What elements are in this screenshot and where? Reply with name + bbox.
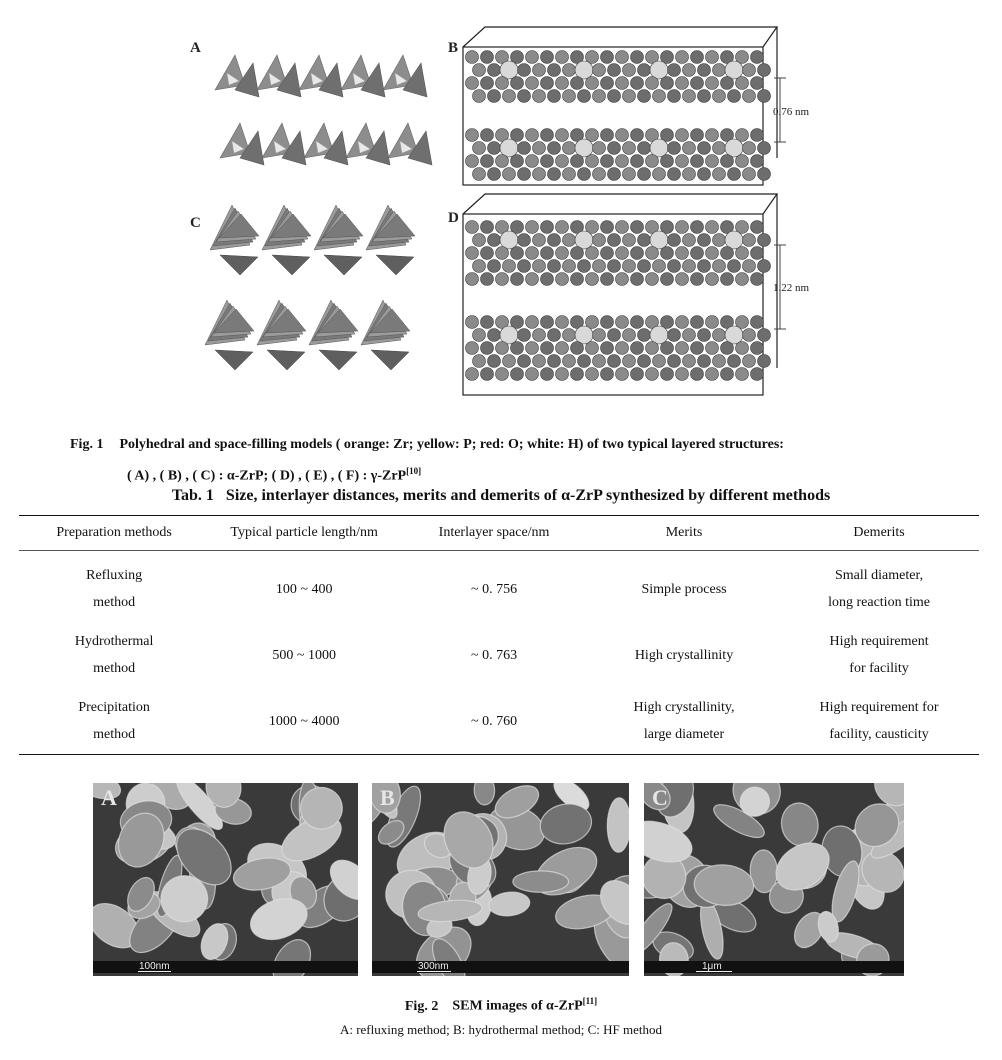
cell-method xyxy=(19,622,209,688)
cell-line: Simple process xyxy=(641,581,727,597)
methods-table xyxy=(19,515,979,755)
figure-1-label: Fig. 1 xyxy=(70,437,104,452)
figure-1 xyxy=(190,20,820,405)
panel-label-c: C xyxy=(190,215,201,231)
cell-length: 1000 ~ 4000 xyxy=(209,688,399,755)
sem-info-bar xyxy=(372,961,629,973)
table-row xyxy=(19,688,979,755)
cell-line: large diameter xyxy=(643,727,725,742)
table-1-caption xyxy=(0,487,1002,505)
cell-line: Hydrothermal xyxy=(74,634,154,649)
sem-info-bar xyxy=(93,961,358,973)
figure-2-caption xyxy=(0,996,1002,1015)
panel-label-a: A xyxy=(190,40,201,56)
column-header-merits: Merits xyxy=(589,516,779,551)
cell-length: 100 ~ 400 xyxy=(275,581,333,597)
cell-line: for facility xyxy=(849,661,909,676)
figure-2-label: Fig. 2 xyxy=(404,998,439,1014)
table-1-title: Size, interlayer distances, merits and demerits of α-ZrP synthesized by different methods xyxy=(225,487,831,504)
cell-demerits xyxy=(779,688,979,755)
cell-merits xyxy=(589,622,779,688)
cell-line: High requirement for xyxy=(819,700,939,715)
space-filling-model-d xyxy=(458,192,778,400)
table-1-label: Tab. 1 xyxy=(171,487,214,504)
sem-info-bar xyxy=(644,961,904,973)
cell-merits xyxy=(589,551,779,623)
figure-2-subcaption: A: refluxing method; B: hydrothermal method; C: HF method xyxy=(339,1022,663,1037)
figure-1-caption xyxy=(70,432,950,490)
figure-2-reference: [11] xyxy=(582,996,598,1006)
sem-panel-label: B xyxy=(380,785,395,810)
scale-label: 1μm xyxy=(702,961,722,972)
interlayer-distance-b: 0.76 nm xyxy=(773,106,810,118)
table-header-row xyxy=(19,516,979,551)
column-header-length: Typical particle length/nm xyxy=(209,516,399,551)
cell-line: long reaction time xyxy=(828,595,930,610)
sem-texture xyxy=(644,783,904,976)
cell-method xyxy=(19,688,209,755)
cell-space: ~ 0. 763 xyxy=(471,647,518,663)
sem-image-b xyxy=(372,783,629,976)
sem-panel-label: A xyxy=(101,785,117,810)
panel-label-b: B xyxy=(448,40,459,56)
polyhedral-model-a xyxy=(195,35,435,185)
cell-demerits xyxy=(779,551,979,623)
table-row xyxy=(19,622,979,688)
figure-1-caption-line2: ( A) , ( B) , ( C) : α-ZrP; ( D) , ( E) , ( F) : γ-ZrP xyxy=(127,468,407,484)
cell-line: Precipitation xyxy=(78,700,150,715)
cell-line: Refluxing xyxy=(86,568,143,583)
cell-line: High crystallinity xyxy=(634,647,734,663)
interlayer-distance-d: 1.22 nm xyxy=(773,282,810,294)
cell-line: facility, causticity xyxy=(829,727,929,742)
panel-label-d: D xyxy=(448,210,459,226)
cell-line: High crystallinity, xyxy=(633,700,735,715)
scale-label: 100nm xyxy=(139,961,170,972)
table-row xyxy=(19,551,979,623)
cell-space: ~ 0. 760 xyxy=(399,688,589,755)
sem-texture xyxy=(372,783,629,976)
cell-line: method xyxy=(93,661,136,676)
sem-texture xyxy=(93,783,358,976)
figure-1-caption-line1: Polyhedral and space-filling models ( orange: Zr; yellow: P; red: O; white: H) of two typical layered structures: xyxy=(119,437,784,452)
sem-image-c xyxy=(644,783,904,976)
cell-line: method xyxy=(93,727,136,742)
figure-2-title: SEM images of α-ZrP xyxy=(452,998,583,1014)
scale-label: 300nm xyxy=(418,961,449,972)
cell-space: ~ 0. 756 xyxy=(471,581,518,597)
figure-1-reference: [10] xyxy=(406,466,422,476)
column-header-method: Preparation methods xyxy=(19,516,209,551)
space-filling-model-b xyxy=(458,25,778,190)
cell-demerits xyxy=(779,622,979,688)
cell-method xyxy=(19,551,209,623)
sem-panel-label: C xyxy=(652,785,668,810)
polyhedral-model-c xyxy=(200,195,435,395)
column-header-space: Interlayer space/nm xyxy=(399,516,589,551)
cell-length: 500 ~ 1000 xyxy=(272,647,336,663)
cell-line: method xyxy=(93,595,136,610)
cell-line: Small diameter, xyxy=(834,568,924,583)
sem-image-a xyxy=(93,783,358,976)
column-header-demerits: Demerits xyxy=(779,516,979,551)
cell-line: High requirement xyxy=(829,634,929,649)
cell-merits xyxy=(589,688,779,755)
